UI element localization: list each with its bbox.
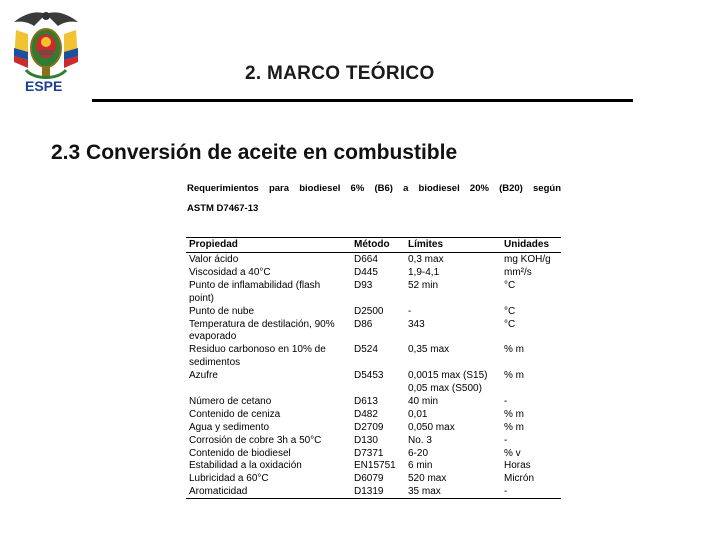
property-cell: Residuo carbonoso en 10% de xyxy=(189,344,326,356)
column-header: Método xyxy=(354,239,390,250)
limit-cell: 0,35 max xyxy=(408,344,450,356)
unit-cell: mm²/s xyxy=(504,266,532,278)
table-top-rule xyxy=(186,237,561,238)
property-cell: Lubricidad a 60°C xyxy=(189,473,269,485)
property-cell: evaporado xyxy=(189,331,237,343)
property-cell: Número de cetano xyxy=(189,395,272,407)
property-cell: Punto de nube xyxy=(189,305,255,317)
method-cell: D5453 xyxy=(354,370,384,382)
unit-cell: °C xyxy=(504,305,516,317)
property-cell: Estabilidad a la oxidación xyxy=(189,460,302,472)
limit-cell: 0,0015 max (S15) xyxy=(408,370,488,382)
column-header: Unidades xyxy=(504,239,550,250)
limit-cell: 0,05 max (S500) xyxy=(408,383,482,394)
method-cell: D2709 xyxy=(354,421,384,433)
limit-cell: 0,01 xyxy=(408,408,428,420)
limit-cell: 343 xyxy=(408,318,425,330)
limit-cell: 35 max xyxy=(408,486,441,498)
page-title: 2. MARCO TEÓRICO xyxy=(245,63,435,84)
method-cell: D7371 xyxy=(354,447,384,459)
unit-cell: Horas xyxy=(504,460,531,472)
method-cell: EN15751 xyxy=(354,460,396,472)
method-cell: D93 xyxy=(354,279,373,291)
unit-cell: °C xyxy=(504,318,516,330)
limit-cell: 6-20 xyxy=(408,447,429,459)
method-cell: D130 xyxy=(354,434,378,446)
column-header: Propiedad xyxy=(189,239,238,250)
method-cell: D2500 xyxy=(354,305,384,317)
table-caption-line2: ASTM D7467-13 xyxy=(187,203,259,214)
unit-cell: mg KOH/g xyxy=(504,254,551,265)
limit-cell: 40 min xyxy=(408,395,439,407)
method-cell: D482 xyxy=(354,408,378,420)
table-header-rule xyxy=(186,252,561,253)
unit-cell: % m xyxy=(504,408,524,420)
property-cell: Contenido de ceniza xyxy=(189,408,281,420)
limit-cell: - xyxy=(408,305,412,317)
property-cell: Corrosión de cobre 3h a 50°C xyxy=(189,434,322,446)
method-cell: D445 xyxy=(354,266,378,278)
title-divider xyxy=(92,99,633,102)
unit-cell: % m xyxy=(504,344,524,356)
unit-cell: - xyxy=(504,486,508,498)
unit-cell: % v xyxy=(504,447,521,459)
method-cell: D524 xyxy=(354,344,378,356)
section-subtitle: 2.3 Conversión de aceite en combustible xyxy=(51,141,458,164)
unit-cell: - xyxy=(504,434,508,446)
limit-cell: No. 3 xyxy=(408,434,432,446)
table-caption-line1: Requerimientos para biodiesel 6% (B6) a biodiesel 20% (B20) según xyxy=(187,183,561,194)
limit-cell: 520 max xyxy=(408,473,447,485)
property-cell: sedimentos xyxy=(189,357,241,369)
limit-cell: 6 min xyxy=(408,460,433,472)
property-cell: Punto de inflamabilidad (flash xyxy=(189,279,321,291)
property-cell: Contenido de biodiesel xyxy=(189,447,291,459)
method-cell: D613 xyxy=(354,395,378,407)
property-cell: Valor ácido xyxy=(189,254,239,265)
property-cell: Azufre xyxy=(189,370,218,382)
method-cell: D6079 xyxy=(354,473,384,485)
unit-cell: - xyxy=(504,395,508,407)
property-cell: Viscosidad a 40°C xyxy=(189,266,271,278)
unit-cell: Micrón xyxy=(504,473,535,485)
method-cell: D664 xyxy=(354,254,378,265)
espe-crest-logo xyxy=(6,8,86,86)
espe-label: ESPE xyxy=(25,78,63,94)
unit-cell: % m xyxy=(504,421,524,433)
method-cell: D1319 xyxy=(354,486,384,498)
property-cell: point) xyxy=(189,292,215,304)
column-header: Límites xyxy=(408,239,444,250)
limit-cell: 52 min xyxy=(408,279,439,291)
property-cell: Temperatura de destilación, 90% xyxy=(189,318,335,330)
method-cell: D86 xyxy=(354,318,373,330)
property-cell: Aromaticidad xyxy=(189,486,248,498)
unit-cell: % m xyxy=(504,370,524,382)
unit-cell: °C xyxy=(504,279,516,291)
property-cell: Agua y sedimento xyxy=(189,421,270,433)
limit-cell: 0,3 max xyxy=(408,254,444,265)
limit-cell: 0,050 max xyxy=(408,421,455,433)
limit-cell: 1,9-4,1 xyxy=(408,266,440,278)
